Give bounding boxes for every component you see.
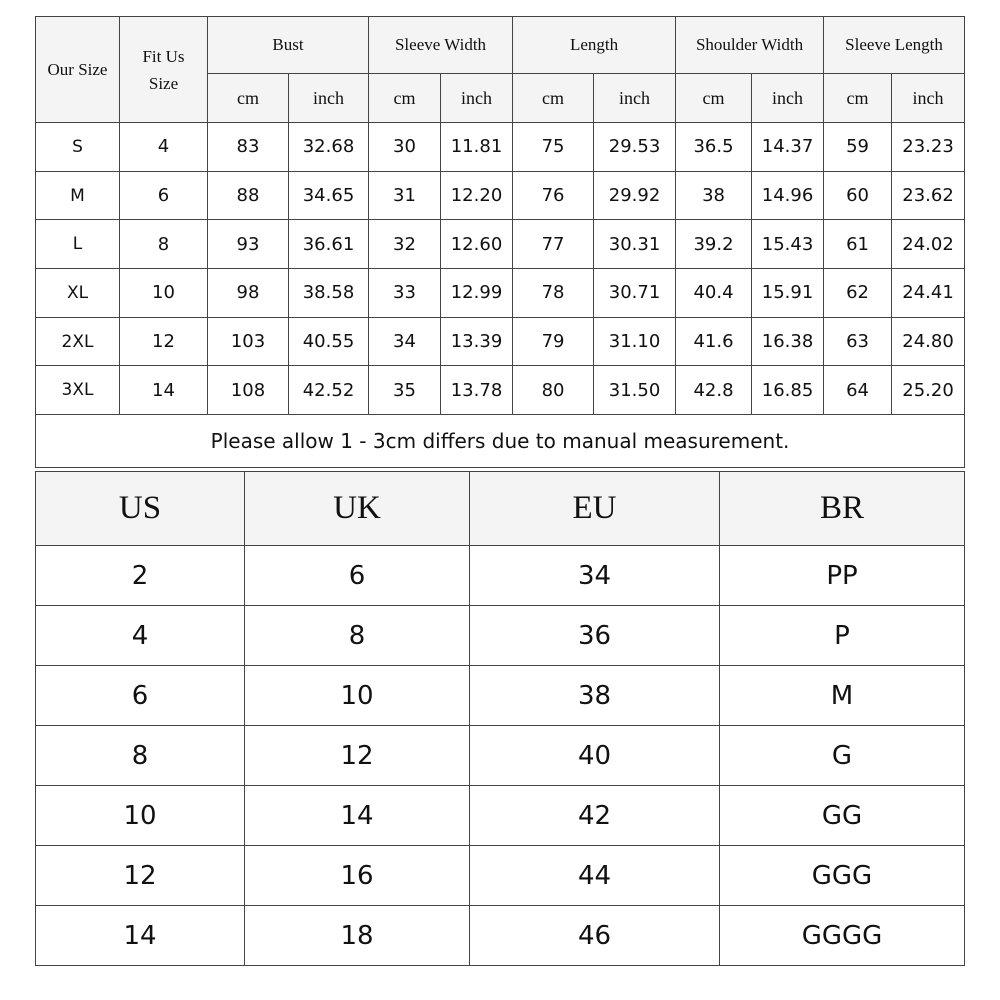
table-cell: 16.85 — [752, 366, 824, 415]
table-cell: 13.78 — [441, 366, 513, 415]
table-cell: 39.2 — [676, 220, 752, 269]
table-cell: 40 — [470, 726, 720, 786]
table-cell: 12 — [120, 317, 208, 366]
table-cell: 59 — [824, 123, 892, 172]
table-cell: 24.41 — [892, 269, 965, 318]
size-chart-note-row — [36, 415, 965, 468]
table-cell: 30 — [369, 123, 441, 172]
conversion-row — [36, 606, 965, 666]
table-cell: 30.31 — [594, 220, 676, 269]
table-cell: 98 — [208, 269, 289, 318]
table-cell: 34.65 — [289, 171, 369, 220]
unit-inch: inch — [289, 74, 369, 123]
table-cell: 2 — [36, 546, 245, 606]
table-cell: M — [36, 171, 120, 220]
table-cell: 12.20 — [441, 171, 513, 220]
header-shoulder-width: Shoulder Width — [676, 17, 824, 74]
table-cell: 32 — [369, 220, 441, 269]
size-chart-row — [36, 123, 965, 172]
table-cell: 42.8 — [676, 366, 752, 415]
table-cell: 23.23 — [892, 123, 965, 172]
table-cell: 6 — [245, 546, 470, 606]
table-cell: 32.68 — [289, 123, 369, 172]
table-cell: 44 — [470, 846, 720, 906]
table-cell: 14 — [245, 786, 470, 846]
table-cell: 46 — [470, 906, 720, 966]
table-cell: 62 — [824, 269, 892, 318]
size-chart-row — [36, 269, 965, 318]
table-cell: 12.60 — [441, 220, 513, 269]
table-cell: 12 — [245, 726, 470, 786]
conversion-row — [36, 546, 965, 606]
unit-cm: cm — [208, 74, 289, 123]
conversion-row — [36, 906, 965, 966]
table-cell: 6 — [120, 171, 208, 220]
header-our-size: Our Size — [36, 17, 120, 123]
table-cell: G — [720, 726, 965, 786]
table-cell: 4 — [120, 123, 208, 172]
size-chart-row — [36, 171, 965, 220]
size-chart-row — [36, 366, 965, 415]
table-cell: P — [720, 606, 965, 666]
table-cell: 36 — [470, 606, 720, 666]
header-fit-us-size-line2: Size — [148, 73, 179, 93]
table-cell: 77 — [513, 220, 594, 269]
table-cell: 16.38 — [752, 317, 824, 366]
table-cell: 23.62 — [892, 171, 965, 220]
table-cell: 29.92 — [594, 171, 676, 220]
conversion-row — [36, 726, 965, 786]
table-cell: 18 — [245, 906, 470, 966]
unit-inch: inch — [594, 74, 676, 123]
table-cell: 8 — [245, 606, 470, 666]
table-cell: 31.10 — [594, 317, 676, 366]
table-cell: 24.02 — [892, 220, 965, 269]
table-cell: 80 — [513, 366, 594, 415]
table-cell: 15.91 — [752, 269, 824, 318]
table-cell: 10 — [120, 269, 208, 318]
table-cell: 8 — [120, 220, 208, 269]
conversion-row — [36, 786, 965, 846]
unit-cm: cm — [369, 74, 441, 123]
table-cell: 31.50 — [594, 366, 676, 415]
table-cell: 6 — [36, 666, 245, 726]
table-cell: 12 — [36, 846, 245, 906]
table-cell: 16 — [245, 846, 470, 906]
table-cell: GGGG — [720, 906, 965, 966]
table-cell: 103 — [208, 317, 289, 366]
table-cell: 76 — [513, 171, 594, 220]
table-cell: 34 — [369, 317, 441, 366]
table-cell: 79 — [513, 317, 594, 366]
table-cell: 14 — [36, 906, 245, 966]
unit-inch: inch — [892, 74, 965, 123]
table-cell: 42.52 — [289, 366, 369, 415]
table-cell: 14.96 — [752, 171, 824, 220]
table-cell: S — [36, 123, 120, 172]
conversion-row — [36, 846, 965, 906]
table-cell: GGG — [720, 846, 965, 906]
table-cell: 13.39 — [441, 317, 513, 366]
conversion-row — [36, 666, 965, 726]
table-cell: L — [36, 220, 120, 269]
table-cell: 4 — [36, 606, 245, 666]
unit-cm: cm — [513, 74, 594, 123]
unit-inch: inch — [752, 74, 824, 123]
table-cell: 40.4 — [676, 269, 752, 318]
size-chart-header-row — [36, 17, 965, 74]
table-cell: 15.43 — [752, 220, 824, 269]
table-cell: 108 — [208, 366, 289, 415]
conversion-header-row — [36, 472, 965, 546]
size-chart-table — [35, 16, 965, 468]
table-cell: 12.99 — [441, 269, 513, 318]
size-chart-row — [36, 317, 965, 366]
table-cell: 14 — [120, 366, 208, 415]
header-length: Length — [513, 17, 676, 74]
header-fit-us-size-line1: Fit Us — [142, 46, 185, 66]
table-cell: 40.55 — [289, 317, 369, 366]
table-cell: 93 — [208, 220, 289, 269]
table-cell: 64 — [824, 366, 892, 415]
table-cell: 38.58 — [289, 269, 369, 318]
conversion-body — [36, 546, 965, 966]
table-cell: 61 — [824, 220, 892, 269]
table-cell: 14.37 — [752, 123, 824, 172]
table-cell: 42 — [470, 786, 720, 846]
table-cell: M — [720, 666, 965, 726]
unit-inch: inch — [441, 74, 513, 123]
size-chart-row — [36, 220, 965, 269]
table-cell: 30.71 — [594, 269, 676, 318]
table-cell: 75 — [513, 123, 594, 172]
table-cell: 33 — [369, 269, 441, 318]
header-fit-us-size — [120, 17, 208, 123]
header-us: US — [36, 472, 245, 546]
header-br: BR — [720, 472, 965, 546]
size-conversion-table — [35, 471, 965, 966]
table-cell: XL — [36, 269, 120, 318]
table-cell: 3XL — [36, 366, 120, 415]
measurement-note: Please allow 1 - 3cm differs due to manual measurement. — [36, 415, 965, 468]
table-cell: 36.5 — [676, 123, 752, 172]
table-cell: 83 — [208, 123, 289, 172]
table-cell: 63 — [824, 317, 892, 366]
table-cell: 29.53 — [594, 123, 676, 172]
table-cell: 78 — [513, 269, 594, 318]
table-cell: 24.80 — [892, 317, 965, 366]
table-cell: 38 — [676, 171, 752, 220]
table-cell: 35 — [369, 366, 441, 415]
unit-cm: cm — [824, 74, 892, 123]
table-cell: 41.6 — [676, 317, 752, 366]
header-sleeve-width: Sleeve Width — [369, 17, 513, 74]
table-cell: 88 — [208, 171, 289, 220]
table-cell: 2XL — [36, 317, 120, 366]
table-cell: 25.20 — [892, 366, 965, 415]
table-cell: 60 — [824, 171, 892, 220]
table-cell: 8 — [36, 726, 245, 786]
table-cell: PP — [720, 546, 965, 606]
header-sleeve-length: Sleeve Length — [824, 17, 965, 74]
size-chart-body — [36, 123, 965, 415]
table-cell: GG — [720, 786, 965, 846]
header-bust: Bust — [208, 17, 369, 74]
header-eu: EU — [470, 472, 720, 546]
table-cell: 10 — [245, 666, 470, 726]
header-uk: UK — [245, 472, 470, 546]
table-cell: 10 — [36, 786, 245, 846]
table-cell: 31 — [369, 171, 441, 220]
unit-cm: cm — [676, 74, 752, 123]
table-cell: 38 — [470, 666, 720, 726]
table-cell: 34 — [470, 546, 720, 606]
table-cell: 11.81 — [441, 123, 513, 172]
table-cell: 36.61 — [289, 220, 369, 269]
